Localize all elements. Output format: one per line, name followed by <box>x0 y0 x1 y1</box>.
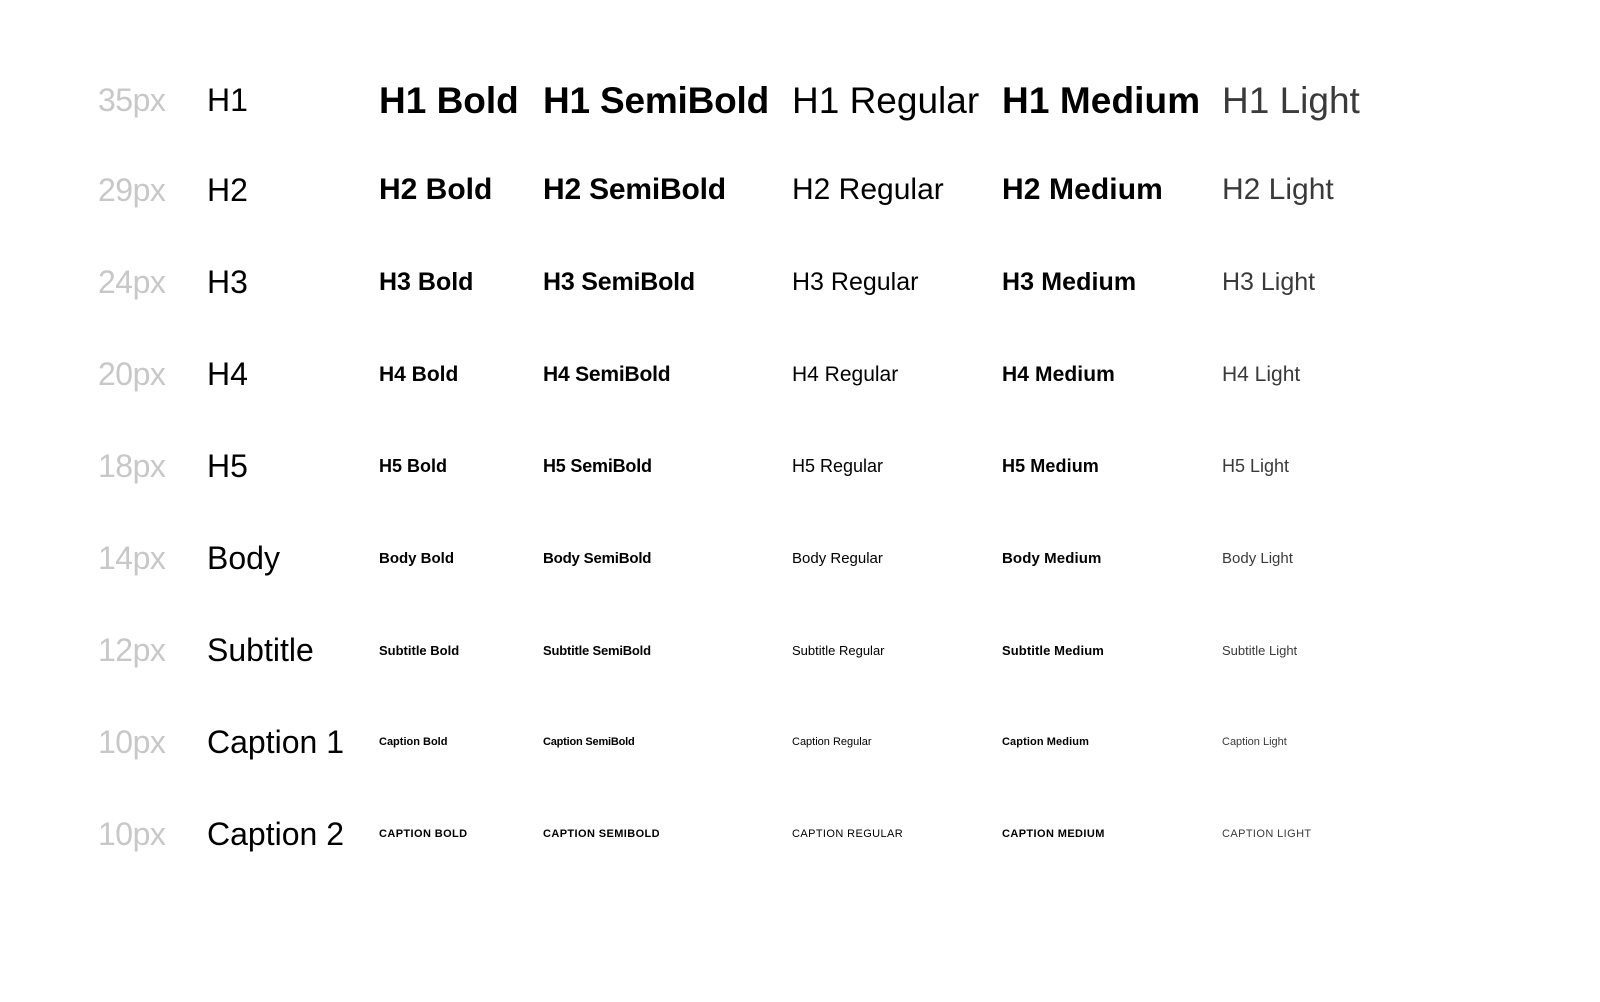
sample-regular: H2 Regular <box>792 173 944 206</box>
style-name: Subtitle <box>207 632 314 668</box>
size-label: 14px <box>98 540 166 576</box>
size-label: 12px <box>98 632 166 668</box>
size-label: 24px <box>98 264 166 300</box>
sample-semibold: CAPTION SEMIBOLD <box>543 827 661 840</box>
sample-bold: CAPTION BOLD <box>379 827 468 840</box>
sample-medium: H2 Medium <box>1002 173 1163 206</box>
style-name: H2 <box>207 172 248 208</box>
style-name: H3 <box>207 264 248 300</box>
style-name: H5 <box>207 448 248 484</box>
sample-light: H1 Light <box>1222 79 1360 121</box>
sample-semibold: Caption SemiBold <box>543 735 635 748</box>
style-name: H1 <box>207 82 248 118</box>
type-row-h4 <box>0 344 1600 404</box>
sample-medium: Caption Medium <box>1002 735 1089 748</box>
sample-regular: Subtitle Regular <box>792 642 885 658</box>
size-label: 18px <box>98 448 166 484</box>
style-name: Caption 1 <box>207 724 344 760</box>
sample-medium: Subtitle Medium <box>1002 642 1104 658</box>
sample-medium: CAPTION MEDIUM <box>1002 827 1105 840</box>
sample-bold: Subtitle Bold <box>379 642 460 658</box>
sample-medium: Body Medium <box>1002 549 1102 567</box>
type-row-caption-2 <box>0 804 1600 864</box>
sample-semibold: Subtitle SemiBold <box>543 642 651 658</box>
sample-medium: H1 Medium <box>1002 79 1201 121</box>
sample-bold: H4 Bold <box>379 362 459 386</box>
size-label: 29px <box>98 172 166 208</box>
type-row-h5 <box>0 436 1600 496</box>
sample-regular: H5 Regular <box>792 456 884 476</box>
type-row-caption-1 <box>0 712 1600 772</box>
sample-regular: H1 Regular <box>792 79 980 121</box>
sample-regular: CAPTION REGULAR <box>792 827 904 840</box>
sample-semibold: H3 SemiBold <box>543 267 695 296</box>
size-label: 10px <box>98 816 166 852</box>
sample-semibold: Body SemiBold <box>543 549 652 567</box>
sample-medium: H5 Medium <box>1002 456 1099 476</box>
sample-regular: Caption Regular <box>792 735 872 748</box>
sample-semibold: H1 SemiBold <box>543 79 770 121</box>
type-row-h2 <box>0 160 1600 220</box>
sample-light: H4 Light <box>1222 362 1301 386</box>
sample-medium: H4 Medium <box>1002 362 1115 386</box>
type-row-h3 <box>0 252 1600 312</box>
type-row-h1 <box>0 70 1600 130</box>
size-label: 35px <box>98 82 166 118</box>
size-label: 10px <box>98 724 166 760</box>
sample-bold: H5 Bold <box>379 456 448 476</box>
sample-light: H2 Light <box>1222 173 1334 206</box>
sample-bold: H1 Bold <box>379 79 519 121</box>
sample-regular: Body Regular <box>792 549 883 567</box>
sample-bold: Caption Bold <box>379 735 448 748</box>
sample-bold: H2 Bold <box>379 173 493 206</box>
sample-light: Subtitle Light <box>1222 642 1298 658</box>
size-label: 20px <box>98 356 166 392</box>
sample-light: CAPTION LIGHT <box>1222 827 1312 840</box>
sample-semibold: H4 SemiBold <box>543 362 671 386</box>
sample-light: H3 Light <box>1222 267 1316 296</box>
style-name: Caption 2 <box>207 816 344 852</box>
sample-regular: H4 Regular <box>792 362 899 386</box>
sample-bold: Body Bold <box>379 549 454 567</box>
sample-semibold: H2 SemiBold <box>543 173 726 206</box>
sample-medium: H3 Medium <box>1002 267 1137 296</box>
sample-light: Caption Light <box>1222 735 1287 748</box>
type-row-body <box>0 528 1600 588</box>
style-name: H4 <box>207 356 248 392</box>
sample-regular: H3 Regular <box>792 267 919 296</box>
sample-bold: H3 Bold <box>379 267 474 296</box>
type-row-subtitle <box>0 620 1600 680</box>
sample-light: H5 Light <box>1222 456 1290 476</box>
style-name: Body <box>207 540 280 576</box>
sample-semibold: H5 SemiBold <box>543 456 652 476</box>
sample-light: Body Light <box>1222 549 1293 567</box>
